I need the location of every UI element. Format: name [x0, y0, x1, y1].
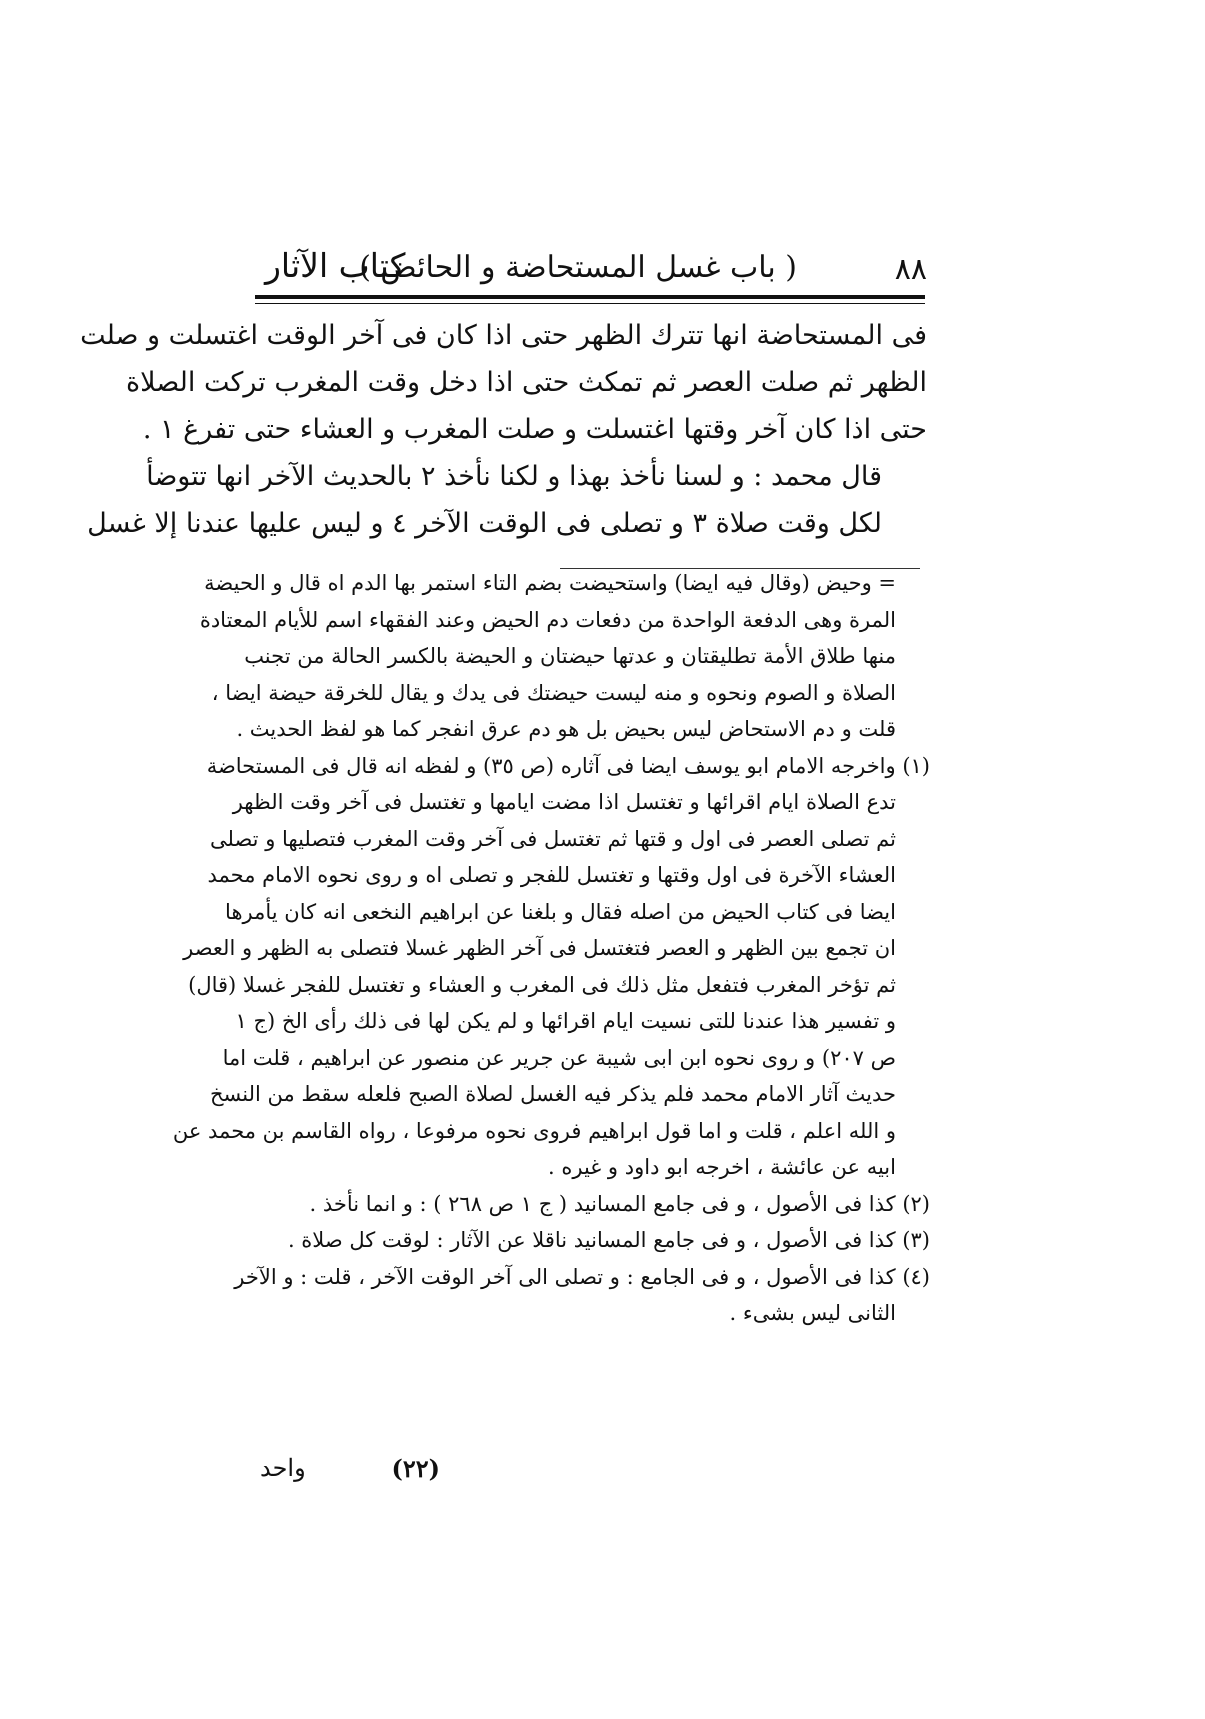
footnotes	[172, 565, 930, 1332]
main-text	[80, 312, 927, 547]
footnote-line: (٤) كذا فى الأصول ، و فى الجامع : و تصلى الى آخر الوقت الآخر ، قلت : و الآخر	[234, 1264, 930, 1289]
footnote-line: الصلاة و الصوم ونحوه و منه ليست حيضتك فى يدك و يقال للخرقة حيضة ايضا ،	[211, 680, 896, 705]
footnote-line: = وحيض (وقال فيه ايضا) واستحيضت بضم التاء استمر بها الدم اه قال و الحيضة	[204, 571, 896, 595]
text-line: الظهر ثم صلت العصر ثم تمكث حتى اذا دخل وقت المغرب تركت الصلاة	[125, 367, 927, 398]
footnote-line: قلت و دم الاستحاض ليس بحيض بل هو دم عرق انفجر كما هو لفظ الحديث .	[236, 717, 896, 741]
footnote-line: و تفسير هذا عندنا للتى نسيت ايام اقرائها و لم يكن لها فى ذلك رأى الخ (ج ١	[235, 1009, 896, 1033]
page-number: ٨٨	[894, 252, 927, 287]
text-line: لكل وقت صلاة ٣ و تصلى فى الوقت الآخر ٤ و ليس عليها عندنا إلا غسل	[87, 508, 882, 539]
main-paragraph-2	[87, 453, 927, 547]
footnote-line: ثم تؤخر المغرب فتفعل مثل ذلك فى المغرب و العشاء و تغتسل للفجر غسلا (قال)	[188, 972, 896, 997]
book-title: كتاب الآثار	[265, 246, 406, 285]
footnote-4	[234, 1259, 930, 1332]
footnote-line: ان تجمع بين الظهر و العصر فتغتسل فى آخر الظهر غسلا فتصلى به الظهر و العصر	[183, 936, 896, 960]
footnote-1	[172, 748, 930, 1186]
footnote-continuation	[199, 565, 930, 748]
footnote-line: ثم تصلى العصر فى اول و قتها ثم تغتسل فى آخر وقت المغرب فتصليها و تصلى	[210, 826, 896, 851]
header-rule-thick	[255, 295, 925, 299]
footnote-3	[258, 1222, 930, 1259]
running-header	[265, 246, 927, 290]
footnote-line: و الله اعلم ، قلت و اما قول ابراهيم فروى نحوه مرفوعا ، رواه القاسم بن محمد عن	[172, 1118, 896, 1143]
footnote-line: تدع الصلاة ايام اقرائها و تغتسل اذا مضت ايامها و تغتسل فى آخر وقت الظهر	[232, 790, 896, 814]
footnote-line: ايضا فى كتاب الحيض من اصله فقال و بلغنا عن ابراهيم النخعى انه كان يأمرها	[225, 899, 896, 924]
footnote-line: (٢) كذا فى الأصول ، و فى جامع المسانيد ( ج ١ ص ٢٦٨ ) : و انما نأخذ .	[309, 1191, 930, 1216]
main-paragraph-1	[80, 312, 927, 453]
footnote-line: ص ٢٠٧) و روى نحوه ابن ابى شيبة عن جرير عن منصور عن ابراهيم ، قلت اما	[222, 1045, 896, 1070]
text-line: حتى اذا كان آخر وقتها اغتسلت و صلت المغرب و العشاء حتى تفرغ ١ .	[142, 414, 927, 445]
text-line: فى المستحاضة انها تترك الظهر حتى اذا كان فى آخر الوقت اغتسلت و صلت	[80, 320, 927, 351]
footnote-2	[258, 1186, 930, 1223]
footnote-line: (٣) كذا فى الأصول ، و فى جامع المسانيد ناقلا عن الآثار : لوقت كل صلاة .	[287, 1228, 930, 1252]
header-rule-thin	[255, 303, 925, 304]
chapter-title: ( باب غسل المستحاضة و الحائض )	[359, 250, 797, 285]
footnote-line: المرة وهى الدفعة الواحدة من دفعات دم الحيض وعند الفقهاء اسم للأيام المعتادة	[199, 607, 896, 632]
footnote-line: (١) واخرجه الامام ابو يوسف ايضا فى آثاره (ص ٣٥) و لفظه انه قال فى المستحاضة	[206, 753, 930, 778]
footnote-line: ابيه عن عائشة ، اخرجه ابو داود و غيره .	[548, 1155, 896, 1179]
footnote-line: الثانى ليس بشىء .	[729, 1301, 896, 1325]
text-line: قال محمد : و لسنا نأخذ بهذا و لكنا نأخذ ٢ بالحديث الآخر انها تتوضأ	[146, 461, 882, 492]
signature-number: (٢٢)	[391, 1454, 440, 1483]
footnote-line: منها طلاق الأمة تطليقتان و عدتها حيضتان و الحيضة بالكسر الحالة من تجنب	[244, 644, 896, 668]
catchword: واحد	[260, 1454, 306, 1482]
footnote-line: حديث آثار الامام محمد فلم يذكر فيه الغسل لصلاة الصبح فلعله سقط من النسخ	[209, 1082, 896, 1106]
page-footer	[260, 1454, 560, 1490]
footnote-line: العشاء الآخرة فى اول وقتها و تغتسل للفجر و تصلى اه و روى نحوه الامام محمد	[207, 863, 896, 887]
